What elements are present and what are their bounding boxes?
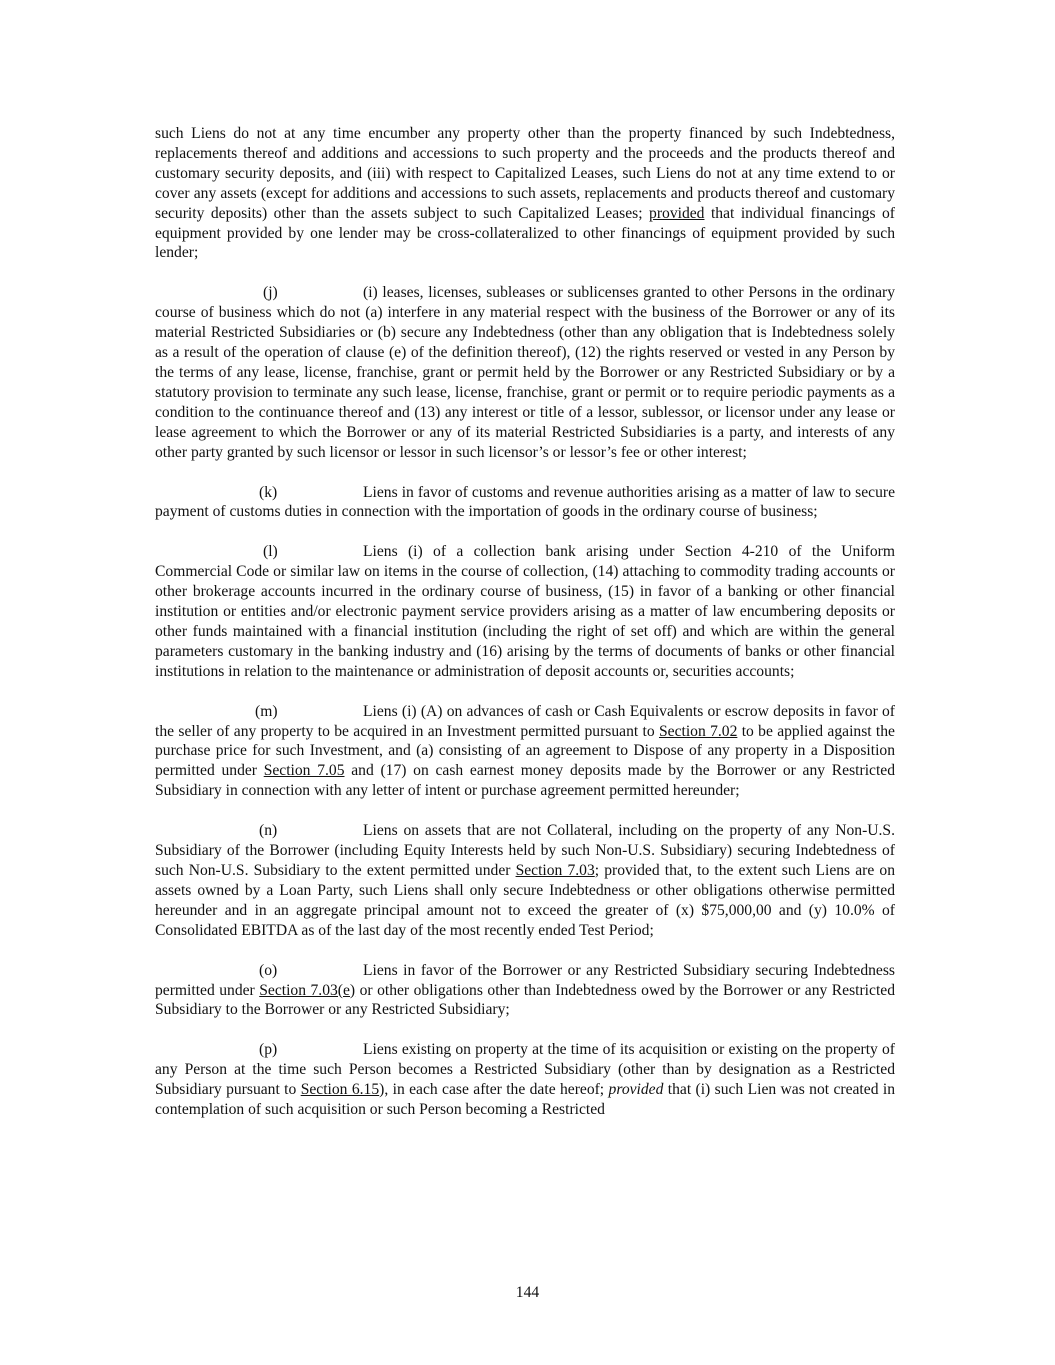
paragraph-m: (m) Liens (i) (A) on advances of cash or Cash Equivalents or escrow deposits in favor of the seller of any property to be acquired in an Investment permitted pursuant to Section 7.02 to be applied against the purchase price for such Investment, and (a) consisting of an agreement to Dispose of any property in a Disposition permitted under Section 7.05 and (17) on cash earnest money deposits made by the Borrower or any Restricted Subsidiary in connection with any letter of intent or purchase agreement permitted hereunder; <box>155 702 895 800</box>
clause-label-j: (j) <box>263 284 278 302</box>
paragraph-o: (o) Liens in favor of the Borrower or any Restricted Subsidiary securing Indebtedness permitted under Section 7.03(e) or other obligations other than Indebtedness owed by the Borrower or any Restricted Subsidiary to the Borrower or any Restricted Subsidiary; <box>155 961 895 1019</box>
page-number: 144 <box>515 1284 540 1301</box>
paragraph-n: (n) Liens on assets that are not Collateral, including on the property of any Non-U.S. Subsidiary of the Borrower (including Equity Interests held by such Non-U.S. Subsidiary) securing Indebtedness of such Non-U.S. Subsidiary to the extent permitted under Section 7.03; provided that, to the extent such Liens are on assets owned by a Loan Party, such Liens shall only secure Indebtedness or other obligations otherwise permitted hereunder and in an aggregate principal amount not to exceed the greater of (x) $75,000,00 and (y) 10.0% of Consolidated EBITDA as of the last day of the most recently ended Test Period; <box>155 822 895 939</box>
paragraph-p: (p) Liens existing on property at the time of its acquisition or existing on the property of any Person at the time such Person becomes a Restricted Subsidiary (other than by designation as a Restricted Subsidiary pursuant to Section 6.15), in each case after the date hereof; provided that (i) such Lien was not created in contemplation of such acquisition or such Person becoming a Restricted <box>155 1041 895 1119</box>
paragraph-j: (j) (i) leases, licenses, subleases or sublicenses granted to other Persons in the ordinary course of business which do not (a) interfere in any material respect with the business of the Borrower or any of its material Restricted Subsidiaries or (b) secure any Indebtedness (other than any obligation that is Indebtedness solely as a result of the operation of clause (e) of the definition thereof), (12) the rights reserved or vested in any Person by the terms of any lease, license, franchise, grant or permit held by the Borrower or any Restricted Subsidiary or by a statutory provision to terminate any such lease, license, franchise, grant or permit or to require periodic payments as a condition to the continuance thereof and (13) any interest or title of a lessor, sublessor, or licensor under any lease or lease agreement to which the Borrower or any of its material Restricted Subsidiaries is a party, and interests of any other party granted by such licensor or lessor in such licensor’s or lessor’s fee or other interest; <box>155 284 895 461</box>
paragraph-i-continuation: such Liens do not at any time encumber any property other than the property financed by such Indebtedness, replacements thereof and additions and accessions to such property and the proceeds and the products thereof and customary security deposits, and (iii) with respect to Capitalized Leases, such Liens do not at any time extend to or cover any assets (except for additions and accessions to such assets, replacements and products thereof and customary security deposits) other than the assets subject to such Capitalized Leases; provided that individual financings of equipment provided by one lender may be cross-collateralized to other financings of equipment provided by such lender; <box>155 125 895 262</box>
clause-label-k: (k) <box>259 483 278 501</box>
document-body <box>155 124 895 1140</box>
section-ref-7-05: Section 7.05 <box>263 762 345 780</box>
section-ref-6-15: Section 6.15 <box>300 1081 380 1099</box>
clause-label-o: (o) <box>259 961 278 979</box>
paragraph-l: (l) Liens (i) of a collection bank arising under Section 4-210 of the Uniform Commercial Code or similar law on items in the course of collection, (14) attaching to commodity trading accounts or other brokerage accounts incurred in the ordinary course of business, (15) in favor of a banking or other financial institution or entities and/or electronic payment service providers arising as a matter of law encumbering deposits or other funds maintained with a financial institution (including the right of set off) and which are within the general parameters customary in the banking industry and (16) arising by the terms of documents of banks or other financial institutions in relation to the maintenance or administration of deposit accounts or, securities accounts; <box>155 543 895 680</box>
clause-label-m: (m) <box>255 702 278 720</box>
section-ref-7-02: Section 7.02 <box>658 722 738 740</box>
section-ref-7-03-e: Section 7.03(e) <box>259 981 356 999</box>
provided-term: provided <box>649 204 705 222</box>
clause-label-n: (n) <box>259 822 278 840</box>
clause-label-l: (l) <box>263 543 278 561</box>
paragraph-k: (k) Liens in favor of customs and revenue authorities arising as a matter of law to secure payment of customs duties in connection with the importation of goods in the ordinary course of business; <box>155 483 895 521</box>
section-ref-7-03: Section 7.03 <box>515 862 595 879</box>
clause-label-p: (p) <box>259 1041 278 1059</box>
provided-term: provided <box>608 1081 664 1099</box>
